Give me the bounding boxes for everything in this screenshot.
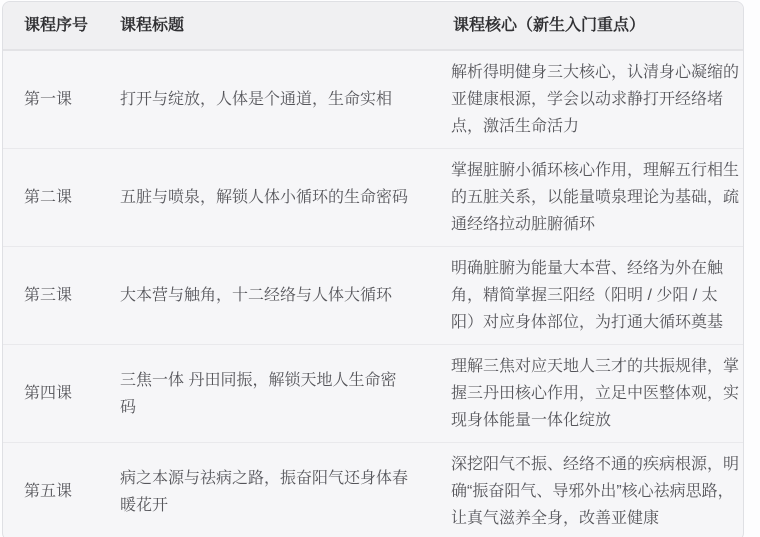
- course-title-cell: 打开与绽放，人体是个通道，生命实相: [120, 91, 393, 108]
- course-title-cell: 大本营与触角，十二经络与人体大循环: [98, 247, 431, 345]
- course-title-cell: 五脏与喷泉，解锁人体小循环的生命密码: [98, 149, 431, 247]
- col-header-course-no: 课程序号: [3, 2, 98, 50]
- course-title-cell: 病之本源与祛病之路，振奋阳气还身体春暖花开: [98, 443, 431, 537]
- course-table-card: [2, 1, 744, 537]
- table-row: [3, 149, 743, 247]
- course-title-cell: 三焦一体 丹田同振，解锁天地人生命密码: [98, 345, 431, 443]
- col-header-course-title: 课程标题: [98, 2, 431, 50]
- table-row: [3, 247, 743, 345]
- course-core-cell: 深挖阳气不振、经络不通的疾病根源，明确“振奋阳气、导邪外出”核心祛病思路，让真气滋养全身，改善亚健康: [431, 443, 743, 537]
- course-no-cell: 第三课: [3, 247, 98, 345]
- table-row: [3, 345, 743, 443]
- course-table: [3, 2, 743, 537]
- course-core-cell: 掌握脏腑小循环核心作用，理解五行相生的五脏关系，以能量喷泉理论为基础，疏通经络拉动脏腑循环: [431, 149, 743, 247]
- course-no-cell: 第一课: [24, 91, 73, 108]
- col-header-course-core: 课程核心（新生入门重点）: [431, 2, 743, 50]
- course-no-cell: 第五课: [3, 443, 98, 537]
- course-core-cell: 解析得明健身三大核心，认清身心凝缩的亚健康根源，学会以动求静打开经络堵点，激活生命活力: [451, 64, 740, 135]
- table-row: [3, 443, 743, 537]
- course-core-cell: 理解三焦对应天地人三才的共振规律，掌握三丹田核心作用，立足中医整体观，实现身体能量一体化绽放: [431, 345, 743, 443]
- course-no-cell: 第二课: [3, 149, 98, 247]
- table-row: [3, 50, 743, 149]
- course-core-cell: 明确脏腑为能量大本营、经络为外在触角，精简掌握三阳经（阳明 / 少阳 / 太阳）对应身体部位，为打通大循环奠基: [431, 247, 743, 345]
- header-row: [3, 2, 743, 50]
- course-no-cell: 第四课: [3, 345, 98, 443]
